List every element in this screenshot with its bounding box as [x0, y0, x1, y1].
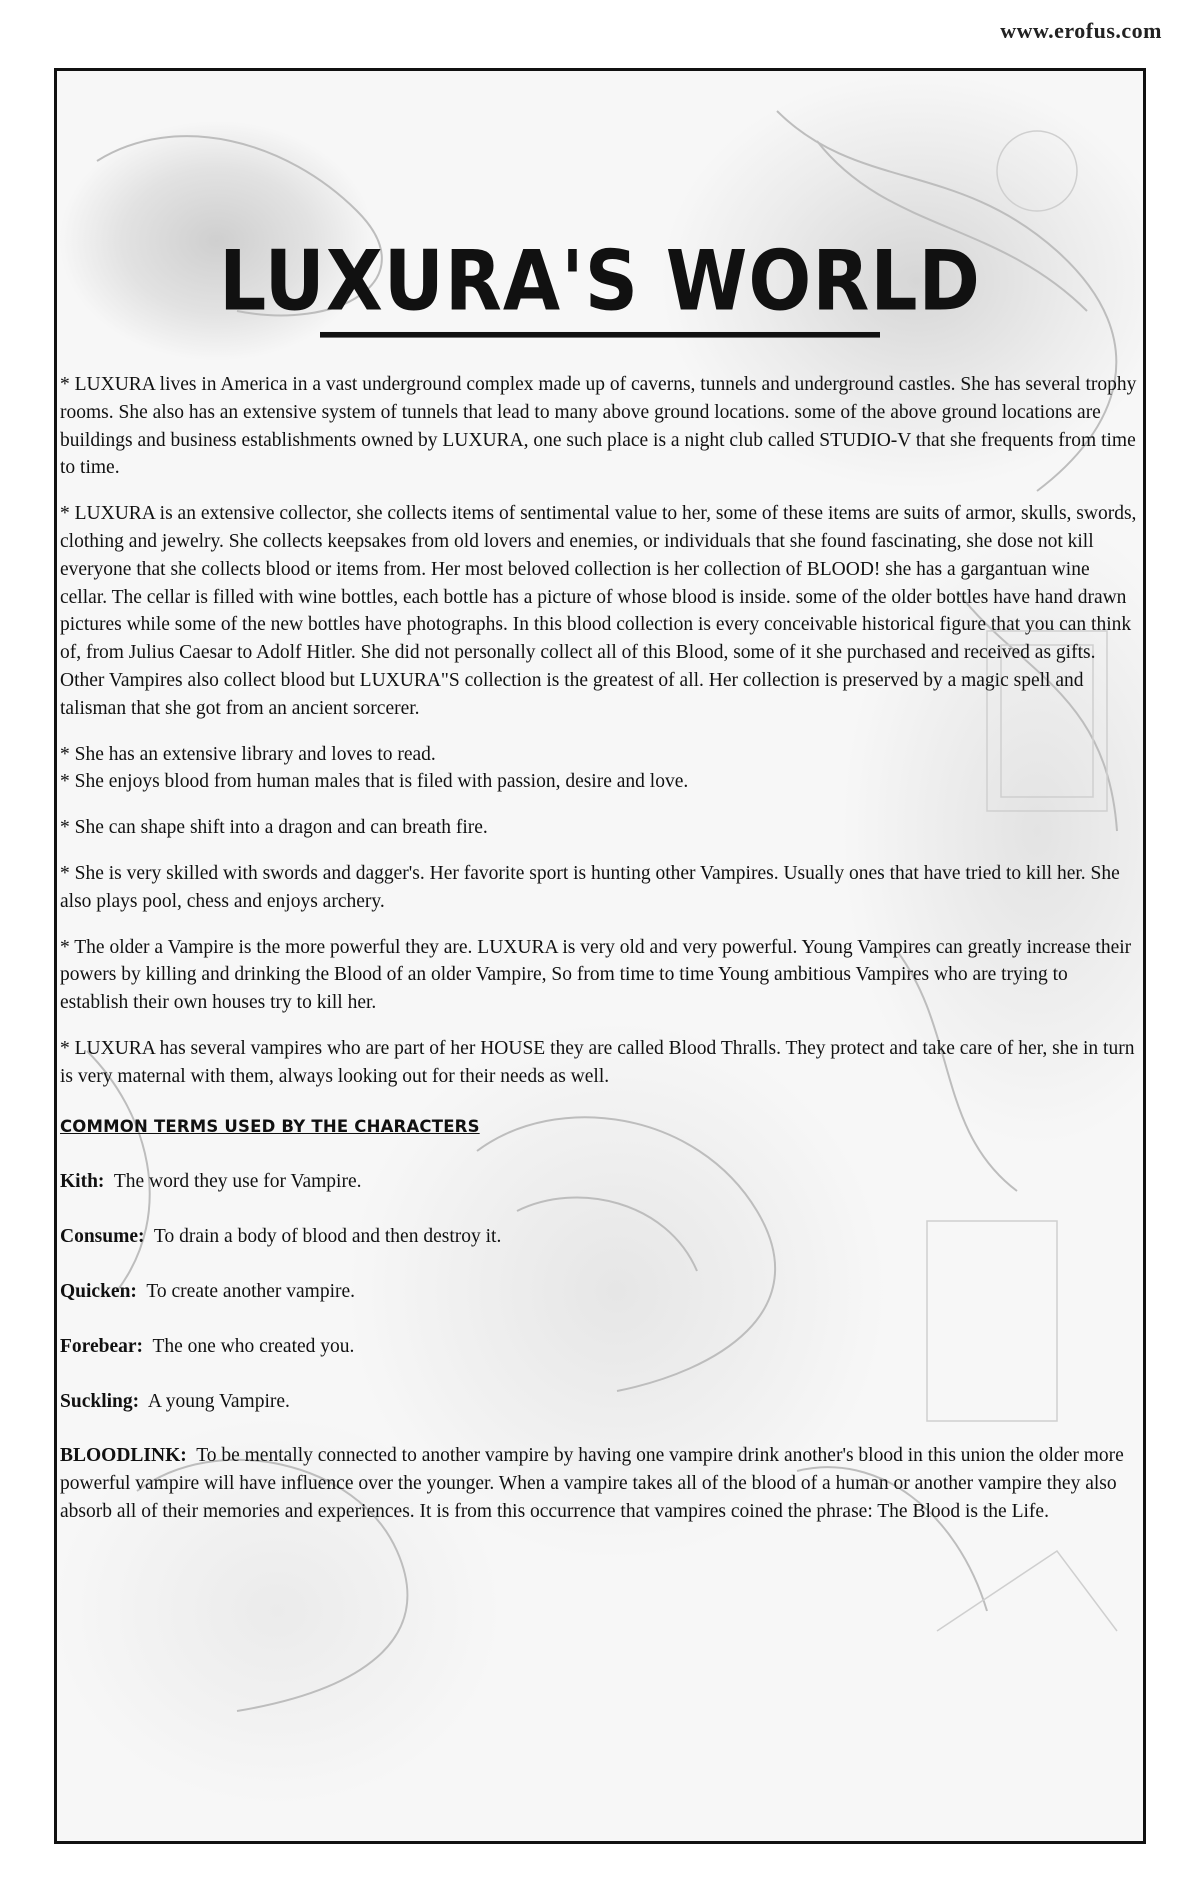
paragraph-vampire-power: * The older a Vampire is the more powerful they are. LUXURA is very old and very powerful. Young Vampires can greatly increase their powers by killing and drinking the Blood of an older Vampire, So from time to time Young ambitious Vampires who are trying to establish their own houses try to kill her. — [60, 936, 1132, 1014]
term-label: Forebear: — [60, 1335, 144, 1357]
term-label: Quicken: — [60, 1280, 137, 1302]
term-label: Consume: — [60, 1226, 145, 1248]
page-frame — [54, 68, 1146, 1844]
page-title: LUXURA'S WORLD — [57, 233, 1143, 337]
site-watermark: www.erofus.com — [1000, 18, 1162, 43]
paragraph-collector: * LUXURA is an extensive collector, she collects items of sentimental value to her, some of these items are suits of armor, skulls, swords, clothing and jewelry. She collects keepsakes from old lovers and enemies, or individuals that she found fascinating, she dose not kill everyone that she collects blood or items from. Her most beloved collection is her collection of BLOOD! she has a gargantuan wine cellar. The cellar is filled with wine bottles, each bottle has a picture of whose blood is inside. some of the older bottles have hand drawn pictures while some of the new bottles have photographs. In this blood collection is every conceivable historical figure that you can think of, from Julius Caesar to Adolf Hitler. She did not personally collect all of this Blood, some of it she purchased and received as gifts. Other Vampires also collect blood but LUXURA"S collection is the greatest of all. Her collection is preserved by a magic spell and talisman that she got from an ancient sorcerer. — [60, 503, 1137, 719]
term-label: Suckling: — [60, 1390, 140, 1412]
paragraph-home: * LUXURA lives in America in a vast underground complex made up of caverns, tunnels and underground castles. She has several trophy rooms. She also has an extensive system of tunnels that lead to many above ground locations. some of the above ground locations are buildings and business establishments owned by LUXURA, one such place is a night club called STUDIO-V that she frequents from time to time. — [60, 374, 1137, 479]
term-definition: To be mentally connected to another vampire by having one vampire drink another's blood in this union the older more powerful vampire will have influence over the younger. When a vampire takes all of the blood of a human or another vampire they also absorb all of their memories and experiences. It is from this occurrence that vampires coined the phrase: The Blood is the Life. — [60, 1445, 1124, 1522]
term-definition: The word they use for Vampire. — [113, 1171, 362, 1193]
term-item — [60, 1442, 1140, 1525]
paragraph-blood-thralls: * LUXURA has several vampires who are part of her HOUSE they are called Blood Thralls. They protect and take care of her, she in turn is very maternal with them, always looking out for their needs as well. — [60, 1037, 1135, 1087]
paragraph-shape-shift: * She can shape shift into a dragon and can breath fire. — [60, 817, 488, 839]
term-item — [60, 1278, 1140, 1306]
term-definition: To create another vampire. — [146, 1280, 356, 1302]
paragraph-blood-preference: * She enjoys blood from human males that is filed with passion, desire and love. — [60, 771, 689, 793]
term-definition: A young Vampire. — [147, 1390, 290, 1412]
term-definition: The one who created you. — [152, 1335, 355, 1357]
term-item — [60, 1223, 1140, 1251]
paragraph-skills: * She is very skilled with swords and dagger's. Her favorite sport is hunting other Vampires. Usually ones that have tried to kill her. She also plays pool, chess and enjoys archery. — [60, 862, 1120, 912]
term-definition: To drain a body of blood and then destroy it. — [153, 1226, 502, 1248]
term-item — [60, 1168, 1140, 1196]
term-item — [60, 1333, 1140, 1361]
content-body — [60, 371, 1140, 1553]
paragraph-library: * She has an extensive library and loves to read. — [60, 743, 436, 765]
terms-heading: COMMON TERMS USED BY THE CHARACTERS — [60, 1116, 480, 1136]
term-item — [60, 1388, 1140, 1416]
term-label: BLOODLINK: — [60, 1445, 187, 1467]
term-label: Kith: — [60, 1171, 105, 1193]
